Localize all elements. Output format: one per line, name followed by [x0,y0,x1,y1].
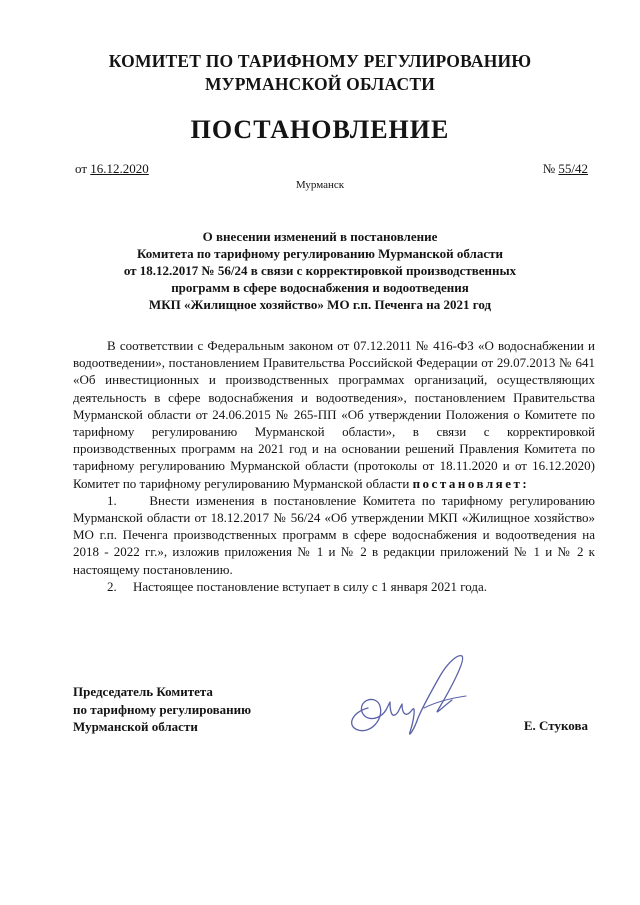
signer-position [73,683,251,736]
preamble-paragraph [73,337,595,492]
subject-line-3: от 18.12.2017 № 56/24 в связи с корректировкой производственных [123,263,517,278]
document-subject [60,228,580,313]
document-number [543,161,588,177]
organization-name [0,50,640,96]
list-item [73,492,595,578]
document-date [75,161,149,177]
handwritten-signature [340,650,480,740]
signer-line-2: по тарифному регулированию [73,701,252,717]
subject-line-4: программ в сфере водоснабжения и водоотведения [171,280,469,295]
subject-line-5: МКП «Жилищное хозяйство» МО г.п. Печенга на 2021 год [148,297,492,312]
signer-line-1: Председатель Комитета [73,684,213,699]
subject-line-2: Комитета по тарифному регулированию Мурманской области [137,246,503,261]
org-line-2: МУРМАНСКОЙ ОБЛАСТИ [204,74,436,94]
signer-line-3: Мурманской области [73,719,198,734]
document-type-title: ПОСТАНОВЛЕНИЕ [190,115,450,144]
list-item [73,578,595,595]
subject-line-1: О внесении изменений в постановление [202,229,438,244]
org-line-1: КОМИТЕТ ПО ТАРИФНОМУ РЕГУЛИРОВАНИЮ [108,51,532,71]
city: Мурманск [295,179,345,191]
number-value: 55/42 [558,161,588,176]
signer-name: Е. Стукова [523,718,588,733]
number-prefix: № [542,161,556,176]
date-value: 16.12.2020 [90,161,149,176]
list-item-first-line: Настоящее постановление вступает в силу с 1 января 2021 года. [133,578,488,594]
document-body [73,337,595,595]
decree-word: постановляет: [412,475,530,491]
date-prefix: от [75,161,88,176]
list-item-rest: регулированию Мурманской области от 18.12.2017 № 56/24 «Об утверждении МКП «Жилищное хозяйство» МО г.п. Печенга производственных программ в сфере водоснабжения и водоотведения на 2018 - 2022 гг.», изложив приложения № 1 и № 2 в редакции приложений № 1 и № 2 к настоящему постановлению. [73,492,595,577]
preamble-text: В соответствии с Федеральным законом от 07.12.2011 № 416-ФЗ «О водоснабжении и водоотведении», постановлением Правительства Российской Федерации от 29.07.2013 № 641 «Об инвестиционных и производственных программах организаций, осуществляющих деятельность в сфере водоснабжения и водоотведения», постановлением Правительства Мурманской области от 24.06.2015 № 265-ПП «Об утверждении Положения о Комитете по тарифному регулированию Мурманской области», в связи с корректировкой производственных программ на 2021 год и на основании решений Правления Комитета по тарифному регулированию Мурманской области (протоколы от 18.11.2020 и от 16.12.2020) Комитет по тарифному регулированию Мурманской области [73,338,595,491]
list-item-number: 1. [107,492,117,508]
list-item-number: 2. [107,578,117,594]
list-item-first-line: Внести изменения в постановление Комитета по тарифному [149,492,504,508]
